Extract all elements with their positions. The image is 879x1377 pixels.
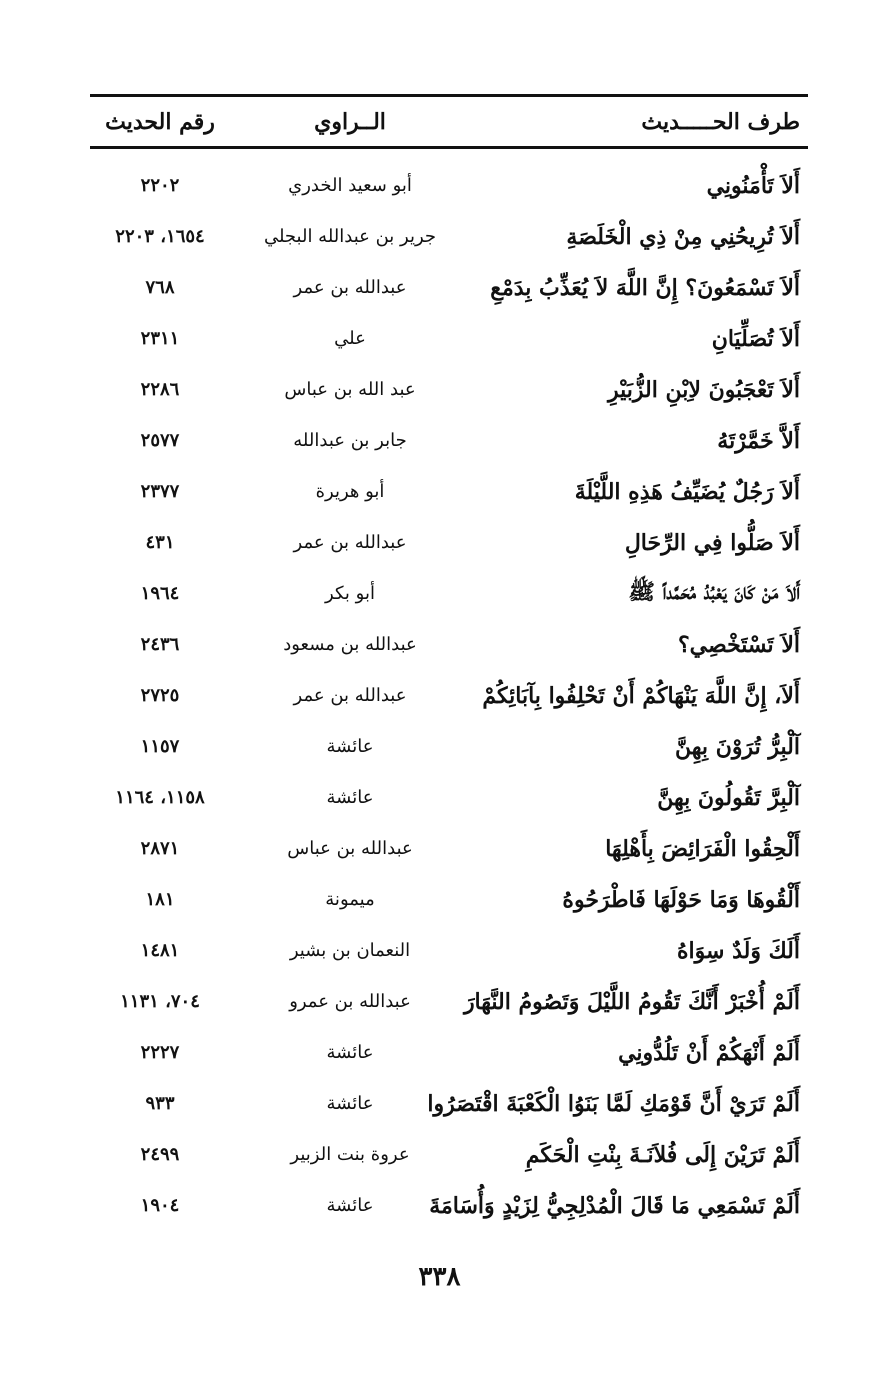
narrator-name: عبدالله بن مسعود: [283, 634, 417, 655]
narrator-name: عائشة: [326, 736, 374, 757]
header-rule: [90, 146, 808, 149]
hadith-start-text: أَلاَ صَلُّوا فِي الرِّحَالِ: [624, 529, 800, 556]
table-row: [90, 466, 808, 517]
hadith-number: ١٤٨١: [140, 940, 180, 961]
hadith-start-text: أَلاَ، إِنَّ اللَّهَ يَنْهَاكُمْ أَنْ تَحْلِفُوا بِآبَائِكُمْ: [482, 682, 800, 709]
hadith-number: ١٩٦٤: [140, 583, 180, 604]
hadith-number: ١٨١: [145, 889, 175, 910]
table-row: [90, 1180, 808, 1231]
hadith-start-text: أَلْحِقُوا الْفَرَائِضَ بِأَهْلِهَا: [605, 835, 800, 862]
hadith-start-text: أَلاَ تُصَلِّيَانِ: [711, 325, 800, 352]
hadith-number: ٢٣٧٧: [140, 481, 180, 502]
hadith-start-text: أَلَمْ تَرَيْ أَنَّ قَوْمَكِ لَمَّا بَنَوُا الْكَعْبَةَ اقْتَصَرُوا: [427, 1090, 800, 1117]
narrator-name: ميمونة: [325, 889, 375, 910]
header-narrator: الــراوي: [314, 109, 386, 135]
table-row: [90, 211, 808, 262]
table-row: [90, 262, 808, 313]
table-row: [90, 313, 808, 364]
hadith-number: ١٦٥٤، ٢٢٠٣: [115, 226, 205, 247]
hadith-start-text: أَلَمْ تَرَيْنَ إِلَى فُلاَنَـةَ بِنْتِ الْحَكَمِ: [525, 1141, 800, 1168]
hadith-start-text: أَلاَ تَسْمَعُونَ؟ إِنَّ اللَّهَ لاَ يُعَذِّبُ بِدَمْعِ: [490, 274, 800, 301]
hadith-number: ١١٥٧: [140, 736, 180, 757]
hadith-number: ٢٢٨٦: [140, 379, 180, 400]
narrator-name: النعمان بن بشير: [289, 940, 411, 961]
hadith-number: ٢٤٩٩: [140, 1144, 180, 1165]
hadith-start-text: أَلَمْ أُخْبَرْ أَنَّكَ تَقُومُ اللَّيْلَ وَتَصُومُ النَّهَارَ: [463, 988, 800, 1015]
table-header: [90, 100, 808, 144]
hadith-number: ٧٦٨: [145, 277, 175, 298]
narrator-name: أبو بكر: [325, 583, 375, 604]
hadith-number: ٢٥٧٧: [140, 430, 180, 451]
narrator-name: عائشة: [326, 1093, 374, 1114]
table-row: [90, 160, 808, 211]
hadith-number: ٢٣١١: [140, 328, 180, 349]
hadith-start-text: أَلاَ رَجُلٌ يُضَيِّفُ هَذِهِ اللَّيْلَةَ: [574, 478, 800, 505]
table-row: [90, 364, 808, 415]
table-row: [90, 772, 808, 823]
table-row: [90, 1027, 808, 1078]
hadith-start-text: آلْبِرُّ تُرَوْنَ بِهِنَّ: [675, 733, 800, 760]
narrator-name: أبو هريرة: [315, 481, 385, 502]
table-row: [90, 670, 808, 721]
top-rule: [90, 94, 808, 97]
table-row: [90, 517, 808, 568]
hadith-start-text: أَلْقُوهَا وَمَا حَوْلَهَا فَاطْرَحُوهُ: [562, 886, 800, 913]
hadith-number: ٢٢٠٢: [140, 175, 180, 196]
narrator-name: عائشة: [326, 1042, 374, 1063]
hadith-start-text: أَلَمْ أَنْهَكُمْ أَنْ تَلُدُّونِي: [618, 1039, 800, 1066]
table-row: [90, 925, 808, 976]
hadith-number: ١١٥٨، ١١٦٤: [115, 787, 205, 808]
table-row: [90, 976, 808, 1027]
hadith-number: ٢٨٧١: [140, 838, 180, 859]
hadith-number: ١٩٠٤: [140, 1195, 180, 1216]
hadith-number: ٩٣٣: [145, 1093, 175, 1114]
table-row: [90, 874, 808, 925]
narrator-name: عبدالله بن عباس: [287, 838, 413, 859]
hadith-index-table: [90, 160, 808, 1231]
narrator-name: عروة بنت الزبير: [290, 1144, 410, 1165]
table-row: [90, 1078, 808, 1129]
page-number: ٣٣٨: [418, 1262, 461, 1292]
hadith-start-text: أَلاَ تَأْمَنُونِي: [706, 172, 800, 199]
hadith-start-text: آلْبِرَّ تَقُولُونَ بِهِنَّ: [657, 784, 800, 811]
hadith-start-text: أَلَمْ تَسْمَعِي مَا قَالَ الْمُدْلِجِيُّ لِزَيْدٍ وَأُسَامَةَ: [429, 1192, 800, 1219]
table-row: [90, 619, 808, 670]
narrator-name: أبو سعيد الخدري: [288, 175, 412, 196]
narrator-name: عائشة: [326, 787, 374, 808]
narrator-name: عبدالله بن عمر: [293, 277, 407, 298]
hadith-start-text: أَلَكَ وَلَدٌ سِوَاهُ: [677, 937, 800, 964]
hadith-start-text: أَلاَّ خَمَّرْتَهُ: [717, 427, 800, 454]
table-row: [90, 415, 808, 466]
hadith-number: ٢٢٢٧: [140, 1042, 180, 1063]
header-hadith-number: رقم الحديث: [105, 109, 215, 135]
narrator-name: عبدالله بن عمرو: [289, 991, 411, 1012]
narrator-name: علي: [334, 328, 366, 349]
hadith-number: ٢٧٢٥: [140, 685, 180, 706]
table-row: [90, 823, 808, 874]
hadith-start-text: أَلاَ تَسْتَخْصِي؟: [678, 631, 800, 658]
narrator-name: جرير بن عبدالله البجلي: [263, 226, 437, 247]
hadith-start-text: أَلاَ مَنْ كَانَ يَعْبُدُ مُحَمَّداً ﷺ: [628, 578, 800, 605]
hadith-start-text: أَلاَ تَعْجَبُونَ لاِبْنِ الزُّبَيْرِ: [607, 376, 800, 403]
narrator-name: عبد الله بن عباس: [284, 379, 416, 400]
table-row: [90, 721, 808, 772]
hadith-start-text: أَلاَ تُرِيحُنِي مِنْ ذِي الْخَلَصَةِ: [566, 223, 800, 250]
hadith-number: ٤٣١: [145, 532, 175, 553]
header-hadith-start: طرف الحـــــديث: [641, 109, 800, 135]
table-row: [90, 568, 808, 619]
narrator-name: عبدالله بن عمر: [293, 532, 407, 553]
table-row: [90, 1129, 808, 1180]
narrator-name: جابر بن عبدالله: [293, 430, 407, 451]
hadith-number: ٧٠٤، ١١٣١: [120, 991, 200, 1012]
narrator-name: عائشة: [326, 1195, 374, 1216]
narrator-name: عبدالله بن عمر: [293, 685, 407, 706]
hadith-number: ٢٤٣٦: [140, 634, 180, 655]
